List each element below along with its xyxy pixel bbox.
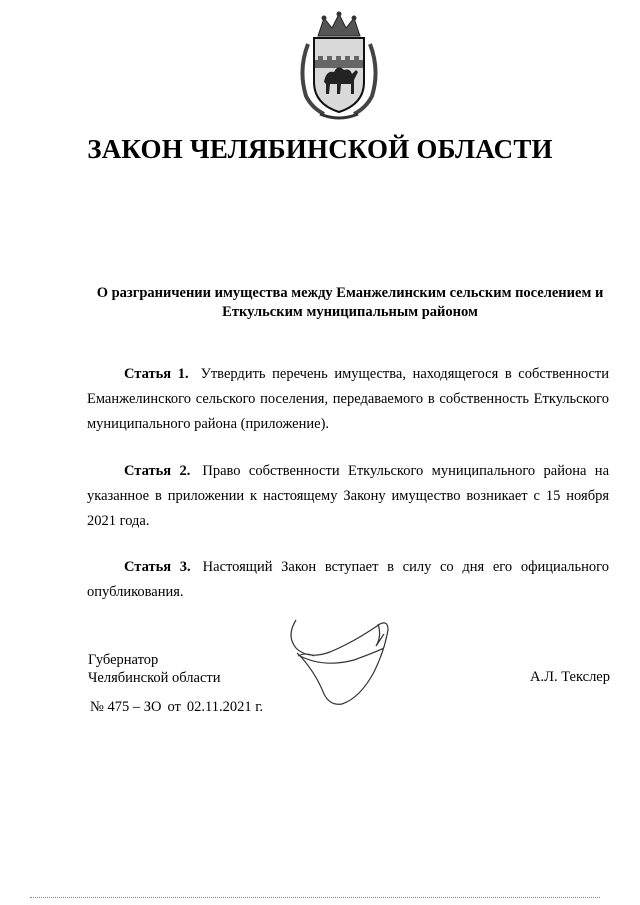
law-title: ЗАКОН ЧЕЛЯБИНСКОЙ ОБЛАСТИ bbox=[87, 134, 553, 164]
signer-position-line-1: Губернатор bbox=[88, 652, 159, 668]
signer-position bbox=[88, 651, 221, 687]
article-1-text: Утвердить перечень имущества, находящегося в собственности Еманжелинского сельского поселения, передаваемого в собственность Еткульского муниципального района (приложение). bbox=[87, 366, 610, 432]
page-bottom-divider bbox=[30, 897, 600, 898]
law-number: № 475 – ЗО bbox=[90, 699, 162, 715]
handwritten-signature bbox=[284, 612, 402, 710]
law-number-from: от bbox=[167, 699, 181, 715]
subtitle-line-1: О разграничении имущества между Еманжелинским сельским поселением и bbox=[96, 285, 604, 301]
law-subtitle bbox=[80, 284, 620, 322]
law-number-line bbox=[90, 699, 269, 716]
article-3 bbox=[87, 555, 609, 605]
article-2 bbox=[87, 459, 609, 534]
article-3-text: Настоящий Закон вступает в силу со дня его официального опубликования. bbox=[87, 559, 609, 600]
governor-name: А.Л. Текслер bbox=[530, 669, 610, 685]
article-1 bbox=[87, 362, 609, 437]
law-date: 02.11.2021 г. bbox=[186, 699, 264, 715]
article-2-number: Статья 2. bbox=[124, 463, 191, 479]
signer-position-line-2: Челябинской области bbox=[88, 670, 221, 686]
article-2-text: Право собственности Еткульского муниципального района на указанное в приложении к настоящему Закону имущество возникает с 15 ноября 2021 года. bbox=[87, 463, 610, 529]
article-3-number: Статья 3. bbox=[124, 559, 191, 575]
subtitle-line-2: Еткульским муниципальным районом bbox=[222, 304, 478, 320]
coat-of-arms-emblem bbox=[296, 10, 382, 122]
article-1-number: Статья 1. bbox=[124, 366, 189, 382]
